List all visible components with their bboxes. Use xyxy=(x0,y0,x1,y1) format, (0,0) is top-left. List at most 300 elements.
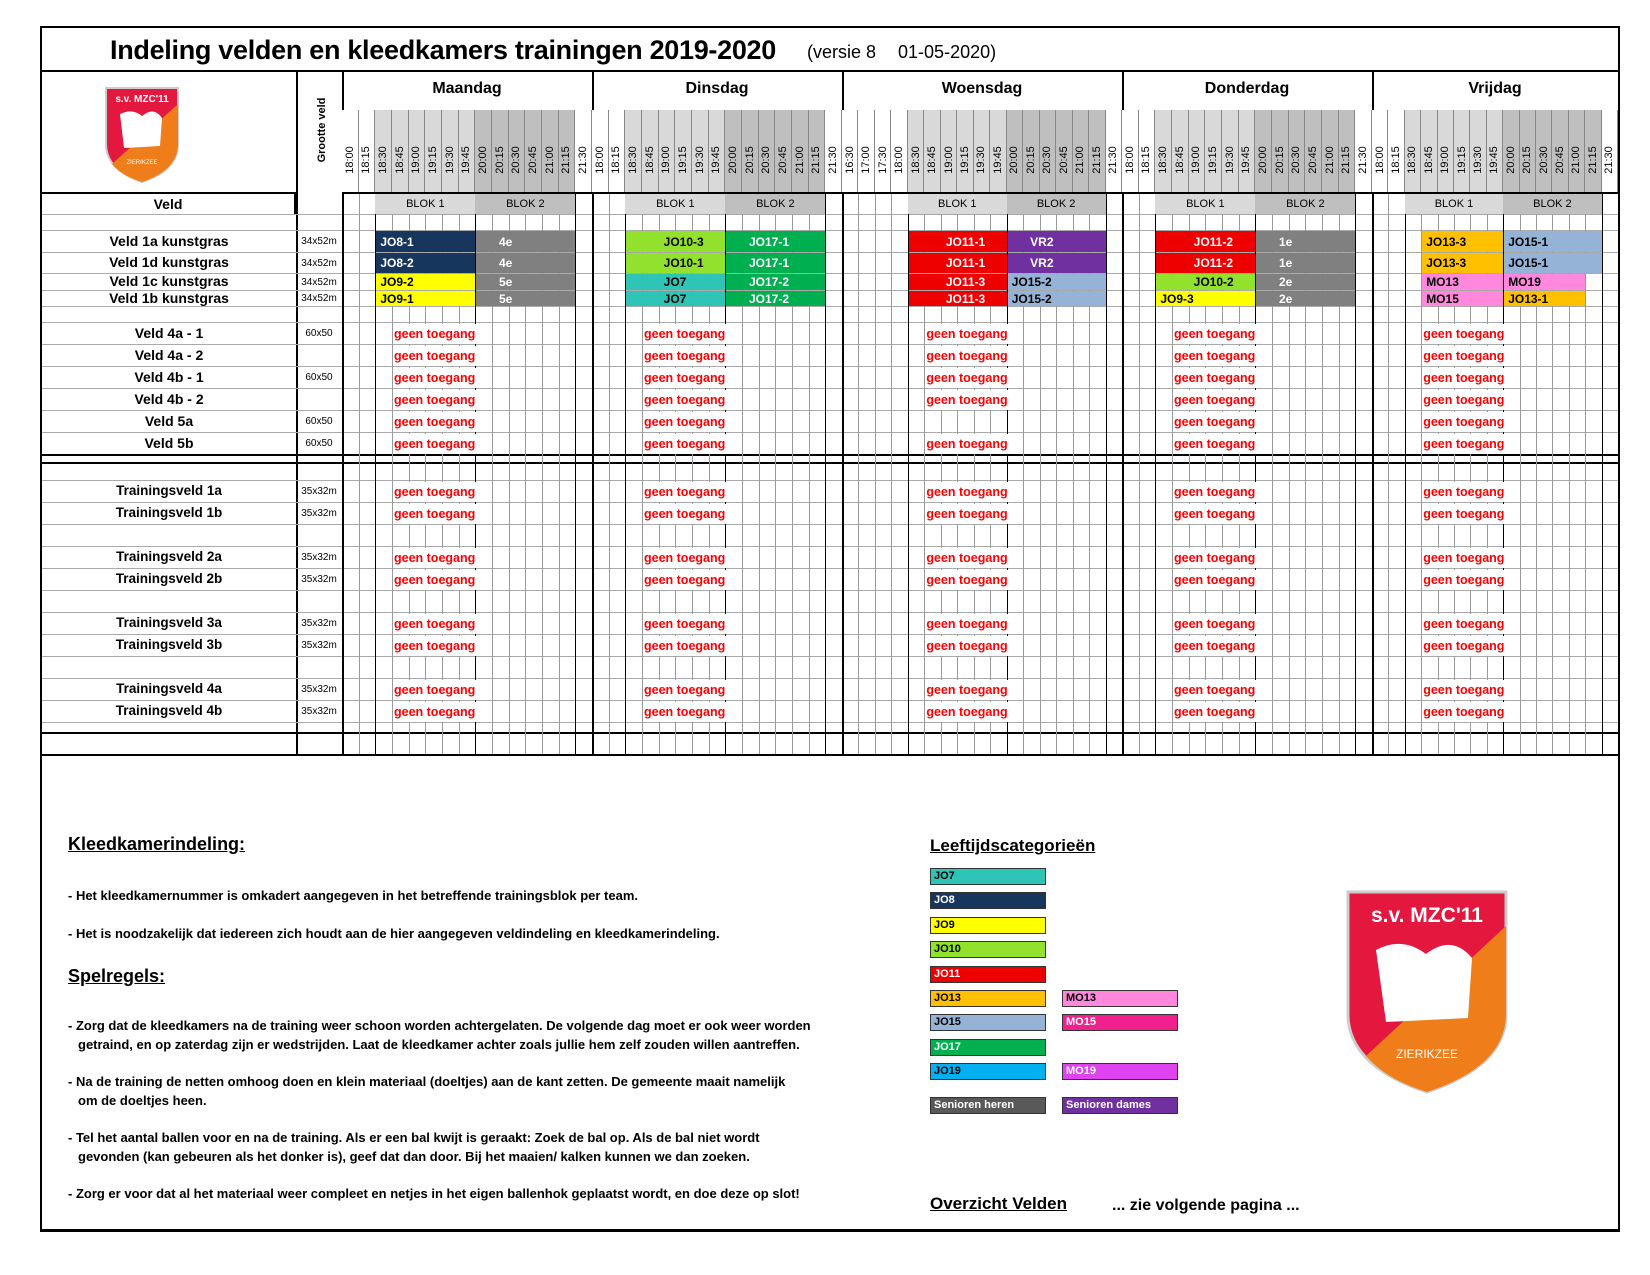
time-label: 19:30 xyxy=(975,146,988,174)
time-label: 20:30 xyxy=(510,146,523,174)
grid-column-line xyxy=(1405,192,1406,754)
geen-toegang-label: geen toegang xyxy=(1423,368,1506,388)
legend-item: JO10 xyxy=(930,941,1046,958)
row-line xyxy=(42,366,1618,367)
club-logo xyxy=(102,84,182,184)
row-line xyxy=(42,568,1618,569)
row-line xyxy=(42,722,1618,723)
row-name: Trainingsveld 3b xyxy=(115,637,223,652)
row-size xyxy=(296,388,342,410)
kleedkamer-heading: Kleedkamerindeling: xyxy=(68,834,246,854)
team-block[interactable]: MO13 xyxy=(1422,274,1503,290)
overzicht-velden-link[interactable]: Overzicht Velden xyxy=(930,1194,1067,1213)
club-logo-large xyxy=(1342,886,1512,1096)
time-column xyxy=(1322,110,1339,192)
team-block[interactable]: JO17-2 xyxy=(726,274,825,290)
time-label: 20:00 xyxy=(727,146,740,174)
time-label: 20:00 xyxy=(1504,146,1517,174)
row-line xyxy=(42,480,1618,481)
spelregels-line-1: - Zorg dat de kleedkamers na de training weer schoon worden achtergelaten. De volgende dag moet er ook weer worden xyxy=(68,1018,811,1033)
grid-column-line xyxy=(858,192,859,754)
geen-toegang-label: geen toegang xyxy=(926,702,1009,722)
time-label: 18:15 xyxy=(360,146,373,174)
time-column xyxy=(974,110,990,192)
row-line xyxy=(42,454,1618,456)
geen-toegang-label: geen toegang xyxy=(1423,548,1506,568)
time-column xyxy=(1355,110,1372,192)
blok1-label: BLOK 1 xyxy=(1405,192,1503,214)
team-block[interactable]: JO13-3 xyxy=(1422,253,1503,273)
spelregels-line-2: getraind, en op zaterdag zijn er wedstrijden. Laat de kleedkamer achter zoals jullie hem zelf zouden willen aantreffen. xyxy=(78,1037,800,1052)
version-label: (versie 8 xyxy=(807,42,877,62)
team-block[interactable]: 2e xyxy=(1256,291,1355,306)
row-size: 35x32m xyxy=(301,618,337,629)
geen-toegang-label: geen toegang xyxy=(1423,702,1506,722)
time-column xyxy=(492,110,509,192)
team-block[interactable]: 4e xyxy=(476,231,575,252)
time-label: 21:00 xyxy=(793,146,806,174)
title-bar xyxy=(42,28,1618,72)
row-name xyxy=(42,732,296,754)
legend-item: Senioren dames xyxy=(1062,1097,1178,1114)
time-column xyxy=(609,110,626,192)
time-column xyxy=(809,110,826,192)
team-block[interactable]: 4e xyxy=(476,253,575,273)
time-label: 19:45 xyxy=(460,146,473,174)
legend-item: JO19 xyxy=(930,1063,1046,1080)
legend-item: JO7 xyxy=(930,868,1046,885)
row-name xyxy=(42,524,296,546)
time-column xyxy=(1239,110,1256,192)
geen-toegang-label: geen toegang xyxy=(1423,570,1506,590)
geen-toegang-label: geen toegang xyxy=(926,614,1009,634)
row-size: 35x32m xyxy=(301,574,337,585)
geen-toegang-label: geen toegang xyxy=(1174,614,1257,634)
row-name: Trainingsveld 4a xyxy=(116,681,222,696)
time-column xyxy=(1372,110,1388,192)
time-column xyxy=(742,110,759,192)
row-line xyxy=(42,612,1618,613)
team-block[interactable]: 5e xyxy=(476,291,575,306)
time-column xyxy=(1056,110,1072,192)
time-label: 21:15 xyxy=(560,146,573,174)
team-block[interactable]: JO7 xyxy=(626,274,725,290)
time-column xyxy=(1205,110,1222,192)
time-column xyxy=(1089,110,1105,192)
geen-toegang-label: geen toegang xyxy=(926,434,1009,454)
time-column xyxy=(1106,110,1122,192)
time-label: 18:45 xyxy=(1422,146,1435,174)
grid-column-line xyxy=(1106,192,1107,754)
team-block[interactable]: MO19 xyxy=(1504,274,1585,290)
geen-toegang-label: geen toegang xyxy=(926,548,1009,568)
row-size: 60x50 xyxy=(305,328,333,339)
legend-heading: Leeftijdscategorieën xyxy=(930,836,1096,855)
geen-toegang-label: geen toegang xyxy=(644,482,727,502)
time-label: 20:15 xyxy=(743,146,756,174)
row-name: Veld 1a kunstgras xyxy=(109,233,229,249)
kleedkamer-line-2: - Het is noodzakelijk dat iedereen zich houdt aan de hier aangegeven veldindeling en kleedkamerindeling. xyxy=(68,926,720,941)
geen-toegang-label: geen toegang xyxy=(926,636,1009,656)
time-label: 21:30 xyxy=(827,146,840,174)
time-column xyxy=(1272,110,1289,192)
row-size: 35x32m xyxy=(301,640,337,651)
time-column xyxy=(1487,110,1503,192)
geen-toegang-label: geen toegang xyxy=(644,412,727,432)
team-block[interactable]: MO15 xyxy=(1422,291,1503,306)
row-size xyxy=(296,732,342,754)
time-label: 21:15 xyxy=(1340,146,1353,174)
time-label: 18:45 xyxy=(643,146,656,174)
time-column xyxy=(941,110,957,192)
blok1-label: BLOK 1 xyxy=(908,192,1007,214)
geen-toegang-label: geen toegang xyxy=(1423,482,1506,502)
blok1-label: BLOK 1 xyxy=(1155,192,1255,214)
team-block[interactable]: JO7 xyxy=(626,291,725,306)
row-name: Veld 4a - 2 xyxy=(134,347,204,363)
geen-toegang-label: geen toegang xyxy=(1174,504,1257,524)
time-column xyxy=(842,110,858,192)
time-column xyxy=(475,110,492,192)
row-name: Veld 1c kunstgras xyxy=(109,273,229,289)
legend-item: JO11 xyxy=(930,966,1046,983)
team-block[interactable]: JO9-1 xyxy=(376,291,475,306)
time-column xyxy=(1289,110,1306,192)
team-block[interactable]: JO11-1 xyxy=(909,231,1007,252)
time-label: 18:15 xyxy=(610,146,623,174)
row-name xyxy=(42,462,296,480)
row-line xyxy=(42,634,1618,635)
geen-toegang-label: geen toegang xyxy=(394,482,477,502)
time-label: 18:45 xyxy=(393,146,406,174)
row-name: Trainingsveld 2a xyxy=(116,549,222,564)
team-block[interactable]: JO17-2 xyxy=(726,291,825,306)
time-column xyxy=(1007,110,1023,192)
time-label: 20:00 xyxy=(1257,146,1270,174)
geen-toegang-label: geen toegang xyxy=(644,434,727,454)
row-name xyxy=(42,590,296,612)
grid-bottom-line xyxy=(42,754,1618,756)
time-column xyxy=(1222,110,1239,192)
time-column xyxy=(1552,110,1568,192)
logo-bottom-text: ZIERIKZEE xyxy=(126,160,158,166)
time-column xyxy=(709,110,726,192)
team-block[interactable]: 1e xyxy=(1256,231,1355,252)
time-label: 20:15 xyxy=(493,146,506,174)
geen-toegang-label: geen toegang xyxy=(644,548,727,568)
legend-item: MO19 xyxy=(1062,1063,1178,1080)
geen-toegang-label: geen toegang xyxy=(1423,636,1506,656)
grid-column-line xyxy=(1355,192,1356,754)
time-column xyxy=(924,110,940,192)
geen-toegang-label: geen toegang xyxy=(1423,680,1506,700)
time-column xyxy=(442,110,459,192)
legend-item: JO9 xyxy=(930,917,1046,934)
row-name: Trainingsveld 4b xyxy=(115,703,223,718)
row-name: Veld 1b kunstgras xyxy=(109,290,229,306)
row-line xyxy=(42,590,1618,591)
time-column xyxy=(957,110,973,192)
time-label: 19:45 xyxy=(710,146,723,174)
grid-column-line xyxy=(575,192,576,754)
geen-toegang-label: geen toegang xyxy=(394,680,477,700)
team-block[interactable]: JO11-2 xyxy=(1156,253,1255,273)
spelregels-line-6: gevonden (kan gebeuren als het donker is), geef dat dan door. Bij het maaien/ kalken kunnen we dan zoeken. xyxy=(78,1149,750,1164)
team-block[interactable]: 2e xyxy=(1256,274,1355,290)
spelregels-heading: Spelregels: xyxy=(68,966,166,986)
geen-toegang-label: geen toegang xyxy=(394,570,477,590)
time-column xyxy=(592,110,609,192)
time-label: 17:00 xyxy=(860,146,873,174)
grid-column-line xyxy=(1388,192,1389,754)
team-block[interactable]: 1e xyxy=(1256,253,1355,273)
time-label: 19:45 xyxy=(1240,146,1253,174)
time-column xyxy=(342,110,359,192)
geen-toegang-label: geen toegang xyxy=(926,482,1009,502)
geen-toegang-label: geen toegang xyxy=(1423,614,1506,634)
team-block[interactable]: JO11-1 xyxy=(909,253,1007,273)
logo-large-top-text: s.v. MZC'11 xyxy=(1371,904,1483,927)
time-label: 19:00 xyxy=(942,146,955,174)
team-block[interactable]: JO13-3 xyxy=(1422,231,1503,252)
team-block[interactable]: JO15-1 xyxy=(1504,253,1601,273)
row-line xyxy=(42,656,1618,657)
geen-toegang-label: geen toegang xyxy=(644,570,727,590)
row-size: 34x52m xyxy=(301,258,337,269)
row-size: 60x50 xyxy=(305,416,333,427)
legend-item: JO15 xyxy=(930,1014,1046,1031)
time-column xyxy=(392,110,409,192)
row-line xyxy=(42,546,1618,547)
geen-toegang-label: geen toegang xyxy=(644,614,727,634)
time-label: 20:30 xyxy=(760,146,773,174)
blok2-label: BLOK 2 xyxy=(1503,192,1601,214)
row-size: 35x32m xyxy=(301,552,337,563)
row-size: 35x32m xyxy=(301,486,337,497)
time-column xyxy=(1388,110,1404,192)
time-label: 20:45 xyxy=(777,146,790,174)
time-column xyxy=(908,110,924,192)
spelregels-line-5: - Tel het aantal ballen voor en na de training. Als er een bal kwijt is geraakt: Zoek de bal op. Als de bal niet wordt xyxy=(68,1130,760,1145)
time-column xyxy=(1122,110,1139,192)
day-header-woensdag: Woensdag xyxy=(941,80,1023,97)
geen-toegang-label: geen toegang xyxy=(926,368,1009,388)
row-size xyxy=(296,306,342,322)
blok-row-line xyxy=(592,192,842,194)
day-header-donderdag: Donderdag xyxy=(1204,80,1290,97)
geen-toegang-label: geen toegang xyxy=(394,548,477,568)
blok2-label: BLOK 2 xyxy=(1255,192,1355,214)
time-column xyxy=(775,110,792,192)
row-size xyxy=(296,590,342,612)
grid-column-line xyxy=(609,192,610,754)
time-label: 20:30 xyxy=(1290,146,1303,174)
team-block[interactable]: JO15-1 xyxy=(1504,231,1601,252)
time-column xyxy=(409,110,426,192)
time-column xyxy=(1189,110,1206,192)
geen-toegang-label: geen toegang xyxy=(394,434,477,454)
geen-toegang-label: geen toegang xyxy=(926,504,1009,524)
legend-item: Senioren heren xyxy=(930,1097,1046,1114)
team-block[interactable]: JO15-2 xyxy=(1008,291,1106,306)
time-column xyxy=(559,110,576,192)
schedule-page xyxy=(40,26,1620,1231)
time-column xyxy=(1520,110,1536,192)
time-label: 19:15 xyxy=(1207,146,1220,174)
time-column xyxy=(1255,110,1272,192)
blok-row-line xyxy=(1122,192,1372,194)
time-column xyxy=(525,110,542,192)
row-line xyxy=(42,678,1618,679)
team-block[interactable]: JO15-2 xyxy=(1008,274,1106,290)
row-size: 35x32m xyxy=(301,684,337,695)
day-header-vrijdag: Vrijdag xyxy=(1468,80,1522,97)
time-column xyxy=(1023,110,1039,192)
row-name: Trainingsveld 1a xyxy=(116,483,222,498)
team-block[interactable]: JO17-1 xyxy=(726,253,825,273)
row-name: Trainingsveld 2b xyxy=(115,571,223,586)
team-block[interactable]: JO10-2 xyxy=(1156,274,1255,290)
row-line xyxy=(42,252,1618,253)
time-label: 20:15 xyxy=(1024,146,1037,174)
row-line xyxy=(42,502,1618,503)
blok2-label: BLOK 2 xyxy=(1007,192,1106,214)
row-line xyxy=(42,462,1618,464)
time-column xyxy=(425,110,442,192)
team-block[interactable]: JO10-1 xyxy=(626,253,725,273)
time-label: 21:00 xyxy=(543,146,556,174)
row-line xyxy=(42,700,1618,701)
row-line xyxy=(42,322,1618,323)
time-column xyxy=(1438,110,1454,192)
geen-toegang-label: geen toegang xyxy=(926,346,1009,366)
team-block[interactable]: JO8-2 xyxy=(376,253,475,273)
page-title: Indeling velden en kleedkamers trainingen 2019-2020 xyxy=(110,35,776,65)
grid-column-line xyxy=(825,192,826,754)
team-block[interactable]: VR2 xyxy=(1008,231,1106,252)
time-label: 21:15 xyxy=(810,146,823,174)
team-block[interactable]: JO10-3 xyxy=(626,231,725,252)
geen-toegang-label: geen toegang xyxy=(1174,390,1257,410)
logo-top-text: s.v. MZC'11 xyxy=(115,94,169,105)
row-line xyxy=(42,306,1618,307)
geen-toegang-label: geen toegang xyxy=(1174,412,1257,432)
geen-toegang-label: geen toegang xyxy=(926,680,1009,700)
day-divider xyxy=(1618,72,1620,754)
row-line xyxy=(42,230,1618,231)
row-name xyxy=(42,722,296,732)
time-label: 18:15 xyxy=(1140,146,1153,174)
geen-toegang-label: geen toegang xyxy=(1174,548,1257,568)
grid-column-line xyxy=(1602,192,1603,754)
time-label: 20:45 xyxy=(527,146,540,174)
spelregels-line-7: - Zorg er voor dat al het materiaal weer compleet en netjes in het eigen ballenhok geplaatst wordt, en doe deze op slot! xyxy=(68,1186,800,1201)
team-block[interactable]: JO11-3 xyxy=(909,274,1007,290)
time-label: 20:30 xyxy=(1041,146,1054,174)
version-info xyxy=(807,42,1018,63)
geen-toegang-label: geen toegang xyxy=(394,346,477,366)
time-column xyxy=(725,110,742,192)
row-name: Veld 1d kunstgras xyxy=(109,254,229,270)
time-label: 20:45 xyxy=(1554,146,1567,174)
row-line xyxy=(42,344,1618,345)
row-name: Veld 5b xyxy=(144,435,194,451)
row-line xyxy=(42,432,1618,433)
version-date: 01-05-2020) xyxy=(898,42,997,62)
team-block[interactable]: JO9-2 xyxy=(376,274,475,290)
time-label: 18:15 xyxy=(1390,146,1403,174)
time-column xyxy=(990,110,1006,192)
size-header-text: Grootte veld xyxy=(316,97,328,163)
time-label: 18:00 xyxy=(1373,146,1386,174)
grid-column-line xyxy=(875,192,876,754)
geen-toegang-label: geen toegang xyxy=(926,324,1009,344)
time-column xyxy=(1040,110,1056,192)
blok1-label: BLOK 1 xyxy=(625,192,725,214)
time-column xyxy=(1073,110,1089,192)
team-block[interactable]: JO9-3 xyxy=(1156,291,1255,306)
time-column xyxy=(575,110,592,192)
row-size: 60x50 xyxy=(305,372,333,383)
time-label: 18:30 xyxy=(627,146,640,174)
blok-row-line xyxy=(1372,192,1618,194)
time-column xyxy=(1339,110,1356,192)
team-block[interactable]: JO13-1 xyxy=(1504,291,1585,306)
row-size: 34x52m xyxy=(301,293,337,304)
grid-column-line xyxy=(1585,192,1586,754)
team-block[interactable]: 5e xyxy=(476,274,575,290)
time-column xyxy=(659,110,676,192)
time-label: 18:00 xyxy=(593,146,606,174)
time-label: 21:00 xyxy=(1570,146,1583,174)
time-column xyxy=(759,110,776,192)
time-column xyxy=(825,110,842,192)
time-label: 19:00 xyxy=(1439,146,1452,174)
blok2-label: BLOK 2 xyxy=(725,192,825,214)
time-label: 19:45 xyxy=(1488,146,1501,174)
grid-column-line xyxy=(1139,192,1140,754)
row-line xyxy=(42,214,1618,215)
team-block[interactable]: JO8-1 xyxy=(376,231,475,252)
time-column xyxy=(1569,110,1585,192)
legend-item: MO13 xyxy=(1062,990,1178,1007)
geen-toegang-label: geen toegang xyxy=(1174,636,1257,656)
time-column xyxy=(1454,110,1470,192)
geen-toegang-label: geen toegang xyxy=(1174,346,1257,366)
grid-column-line xyxy=(359,192,360,754)
row-name: Veld 4a - 1 xyxy=(134,325,204,341)
time-column xyxy=(792,110,809,192)
spelregels-line-4: om de doeltjes heen. xyxy=(78,1093,207,1108)
row-line xyxy=(42,273,1618,274)
team-block[interactable]: VR2 xyxy=(1008,253,1106,273)
time-column xyxy=(692,110,709,192)
team-block[interactable]: JO11-2 xyxy=(1156,231,1255,252)
team-block[interactable]: JO17-1 xyxy=(726,231,825,252)
time-label: 21:00 xyxy=(1074,146,1087,174)
row-name xyxy=(42,306,296,322)
geen-toegang-label: geen toegang xyxy=(394,368,477,388)
time-label: 19:15 xyxy=(1455,146,1468,174)
row-size xyxy=(296,462,342,480)
time-column xyxy=(542,110,559,192)
geen-toegang-label: geen toegang xyxy=(926,570,1009,590)
row-name: Trainingsveld 3a xyxy=(116,615,222,630)
team-block[interactable]: JO11-3 xyxy=(909,291,1007,306)
spelregels-line-3: - Na de training de netten omhoog doen en klein materiaal (doeltjes) aan de kant zetten. De gemeente maait namelijk xyxy=(68,1074,786,1089)
grid-column-line xyxy=(891,192,892,754)
row-line xyxy=(42,410,1618,411)
